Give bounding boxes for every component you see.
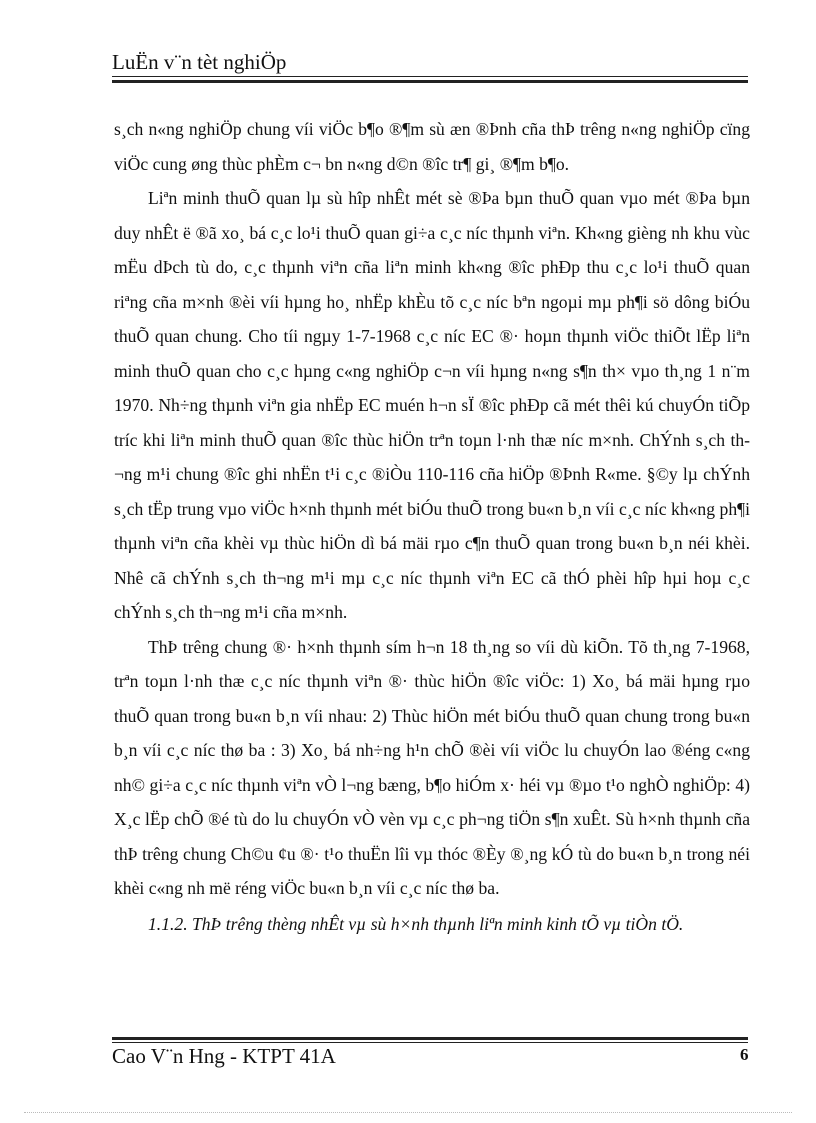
header-rule-thick (112, 80, 748, 83)
footer-author: Cao V¨n Hng - KTPT 41A (112, 1044, 336, 1068)
document-header-title: LuËn v¨n tèt nghiÖp (112, 50, 287, 74)
paragraph-customs-union: Liªn minh thuÕ quan lµ sù hîp nhÊt mét sè ®Þa bµn thuÕ quan vµo mét ®Þa bµn duy nhÊt ë ®ã xo¸ bá c¸c lo¹i thuÕ quan gi÷a c¸c níc thµnh viªn. Kh«ng gièng nh khu vùc mËu dÞch tù do, c¸c thµnh viªn cña liªn minh kh«ng ®îc phÐp thu c¸c lo¹i thuÕ quan riªng cña m×nh ®èi víi hµng ho¸ nhËp khÈu tõ c¸c níc bªn ngoµi mµ ph¶i sö dông biÓu thuÕ quan chung. Cho tíi ngµy 1-7-1968 c¸c níc EC ®· hoµn thµnh viÖc thiÕt lËp liªn minh thuÕ quan cho c¸c hµng c«ng nghiÖp c¬n víi hµng n«ng s¶n th× vµo th¸ng 1 n¨m 1970. Nh÷ng thµnh viªn gia nhËp EC muén h¬n sÏ ®îc phÐp cã mét thêi kú chuyÓn tiÕp tríc khi liªn minh thuÕ quan ®îc thùc hiÖn trªn toµn l·nh thæ níc m×nh. ChÝnh s¸ch th¬ng m¹i chung ®îc ghi nhËn t¹i c¸c ®iÒu 110-116 cña hiÖp ®Þnh R«me. §©y lµ chÝnh s¸ch tËp trung vµo viÖc h×nh thµnh mét biÓu thuÕ trong bu«n b¸n víi c¸c níc kh«ng ph¶i thµnh viªn cña khèi vµ thùc hiÖn dì bá mäi rµo c¶n thuÕ quan trong bu«n b¸n néi khèi. Nhê cã chÝnh s¸ch th¬ng m¹i mµ c¸c níc thµnh viªn EC cã thÓ phèi hîp hµi hoµ c¸c chÝnh s¸ch th¬ng m¹i cña m×nh. (114, 188, 750, 622)
header-rule-thin (112, 76, 748, 77)
paragraph-common-market: ThÞ trêng chung ®· h×nh thµnh sím h¬n 18 th¸ng so víi dù kiÕn. Tõ th¸ng 7-1968, trªn toµn l·nh thæ c¸c níc thµnh viªn ®· thùc hiÖn ®îc viÖc: 1) Xo¸ bá mäi hµng rµo thuÕ quan trong bu«n b¸n víi nhau: 2) Thùc hiÖn mét biÓu thuÕ quan chung trong bu«n b¸n víi c¸c níc thø ba : 3) Xo¸ bá nh÷ng h¹n chÕ ®èi víi viÖc lu chuyÓn lao ®éng c«ng nh© gi÷a c¸c níc thµnh viªn vÒ l¬ng bæng, b¶o hiÓm x· héi vµ ®µo t¹o nghÒ nghiÖp: 4) X¸c lËp chÕ ®é tù do lu chuyÓn vÒ vèn vµ c¸c ph¬ng tiÖn s¶n xuÊt. Sù h×nh thµnh cña thÞ trêng chung Ch©u ¢u ®· t¹o thuËn lîi vµ thóc ®Èy ®¸ng kÓ tù do bu«n b¸n trong néi khèi c«ng nh më réng viÖc bu«n b¸n víi c¸c níc thø ba. (114, 636, 750, 898)
footer-rule-thick (112, 1037, 748, 1040)
page-edge-dotted-line (24, 1112, 792, 1113)
page-number: 6 (740, 1045, 749, 1064)
footer-rule-thin (112, 1042, 748, 1043)
document-body (114, 112, 750, 941)
paragraph-continuation: s¸ch n«ng nghiÖp chung víi viÖc b¶o ®¶m sù æn ®Þnh cña thÞ trêng n«ng nghiÖp cïng viÖc cung øng thùc phÈm c¬ bn n«ng d©n ®îc tr¶ gi¸ ®¶m b¶o. (114, 119, 750, 174)
section-subheading: 1.1.2. ThÞ trêng thèng nhÊt vµ sù h×nh thµnh liªn minh kinh tÕ vµ tiÒn tÖ. (148, 913, 684, 934)
